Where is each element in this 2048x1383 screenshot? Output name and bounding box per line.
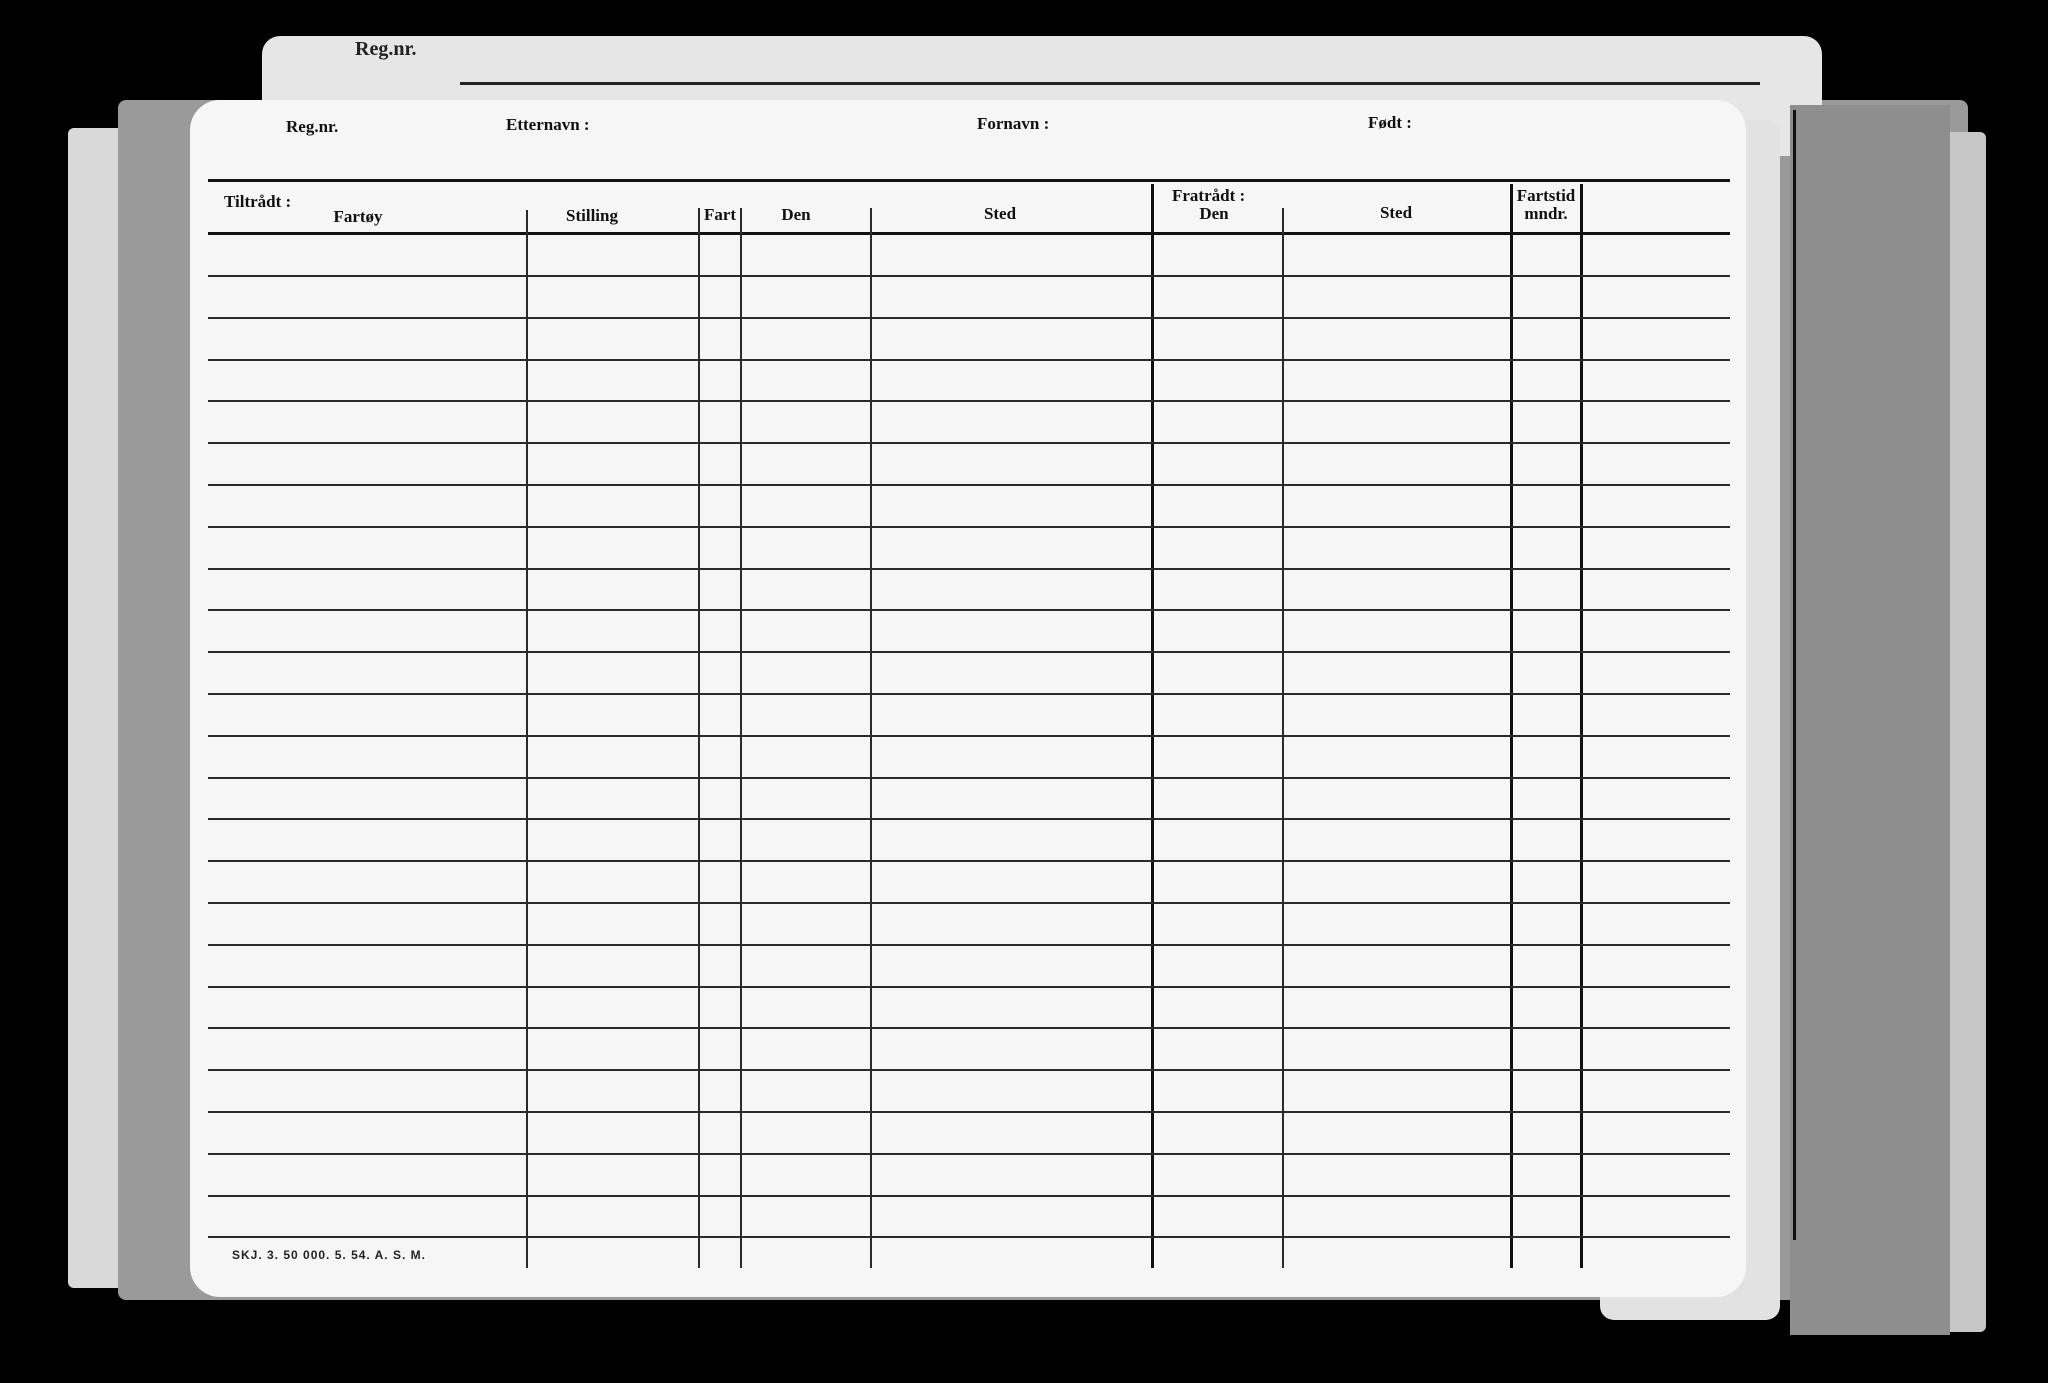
table-row <box>208 526 1730 528</box>
col-sted-fratradt: Sted <box>1379 203 1413 222</box>
col-fartstid: Fartstid <box>1516 186 1576 205</box>
folder-spine <box>1790 105 1950 1335</box>
table-row <box>208 400 1730 402</box>
back-card-rule <box>460 82 1760 85</box>
table-row <box>208 609 1730 611</box>
table-row <box>208 693 1730 695</box>
back-card-label: Reg.nr. <box>355 38 417 60</box>
tiltradt-label: Tiltrådt : <box>224 192 292 211</box>
print-code: SKJ. 3. 50 000. 5. 54. A. S. M. <box>232 1248 426 1262</box>
table-row <box>208 1195 1730 1197</box>
table-row <box>208 1069 1730 1071</box>
col-divider-section <box>1151 184 1154 1268</box>
table-row <box>208 484 1730 486</box>
fodt-label: Født : <box>1368 113 1412 132</box>
folder-spine-line <box>1793 110 1796 1240</box>
table-row <box>208 1111 1730 1113</box>
col-divider <box>1282 208 1284 1268</box>
col-divider <box>870 208 872 1268</box>
reg-nr-label: Reg.nr. <box>286 117 339 136</box>
table-row <box>208 442 1730 444</box>
col-divider <box>526 210 528 1268</box>
col-fartstid-unit: mndr. <box>1524 204 1568 223</box>
col-fart: Fart <box>703 205 737 224</box>
table-row <box>208 568 1730 570</box>
table-row <box>208 359 1730 361</box>
etternavn-label: Etternavn : <box>506 115 590 134</box>
table-row <box>208 1153 1730 1155</box>
table-row <box>208 1236 1730 1238</box>
col-den-fratradt: Den <box>1199 204 1229 223</box>
table-row <box>208 317 1730 319</box>
column-header-rule <box>208 232 1730 235</box>
record-card <box>190 100 1746 1297</box>
col-divider-fartstid <box>1510 184 1513 1268</box>
col-divider <box>740 208 742 1268</box>
table-row <box>208 818 1730 820</box>
table-row <box>208 651 1730 653</box>
col-den-tiltradt: Den <box>781 205 811 224</box>
table-row <box>208 1027 1730 1029</box>
col-fartoy: Fartøy <box>333 207 383 226</box>
table-row <box>208 777 1730 779</box>
table-row <box>208 986 1730 988</box>
table-row <box>208 275 1730 277</box>
col-divider-fartstid <box>1580 184 1583 1268</box>
table-row <box>208 902 1730 904</box>
fratradt-label: Fratrådt : <box>1172 186 1246 205</box>
table-row <box>208 735 1730 737</box>
table-row <box>208 944 1730 946</box>
col-sted-tiltradt: Sted <box>983 204 1017 223</box>
header-rule <box>208 179 1730 182</box>
col-stilling: Stilling <box>566 206 618 225</box>
col-divider <box>698 208 700 1268</box>
fornavn-label: Fornavn : <box>977 114 1050 133</box>
table-row <box>208 860 1730 862</box>
